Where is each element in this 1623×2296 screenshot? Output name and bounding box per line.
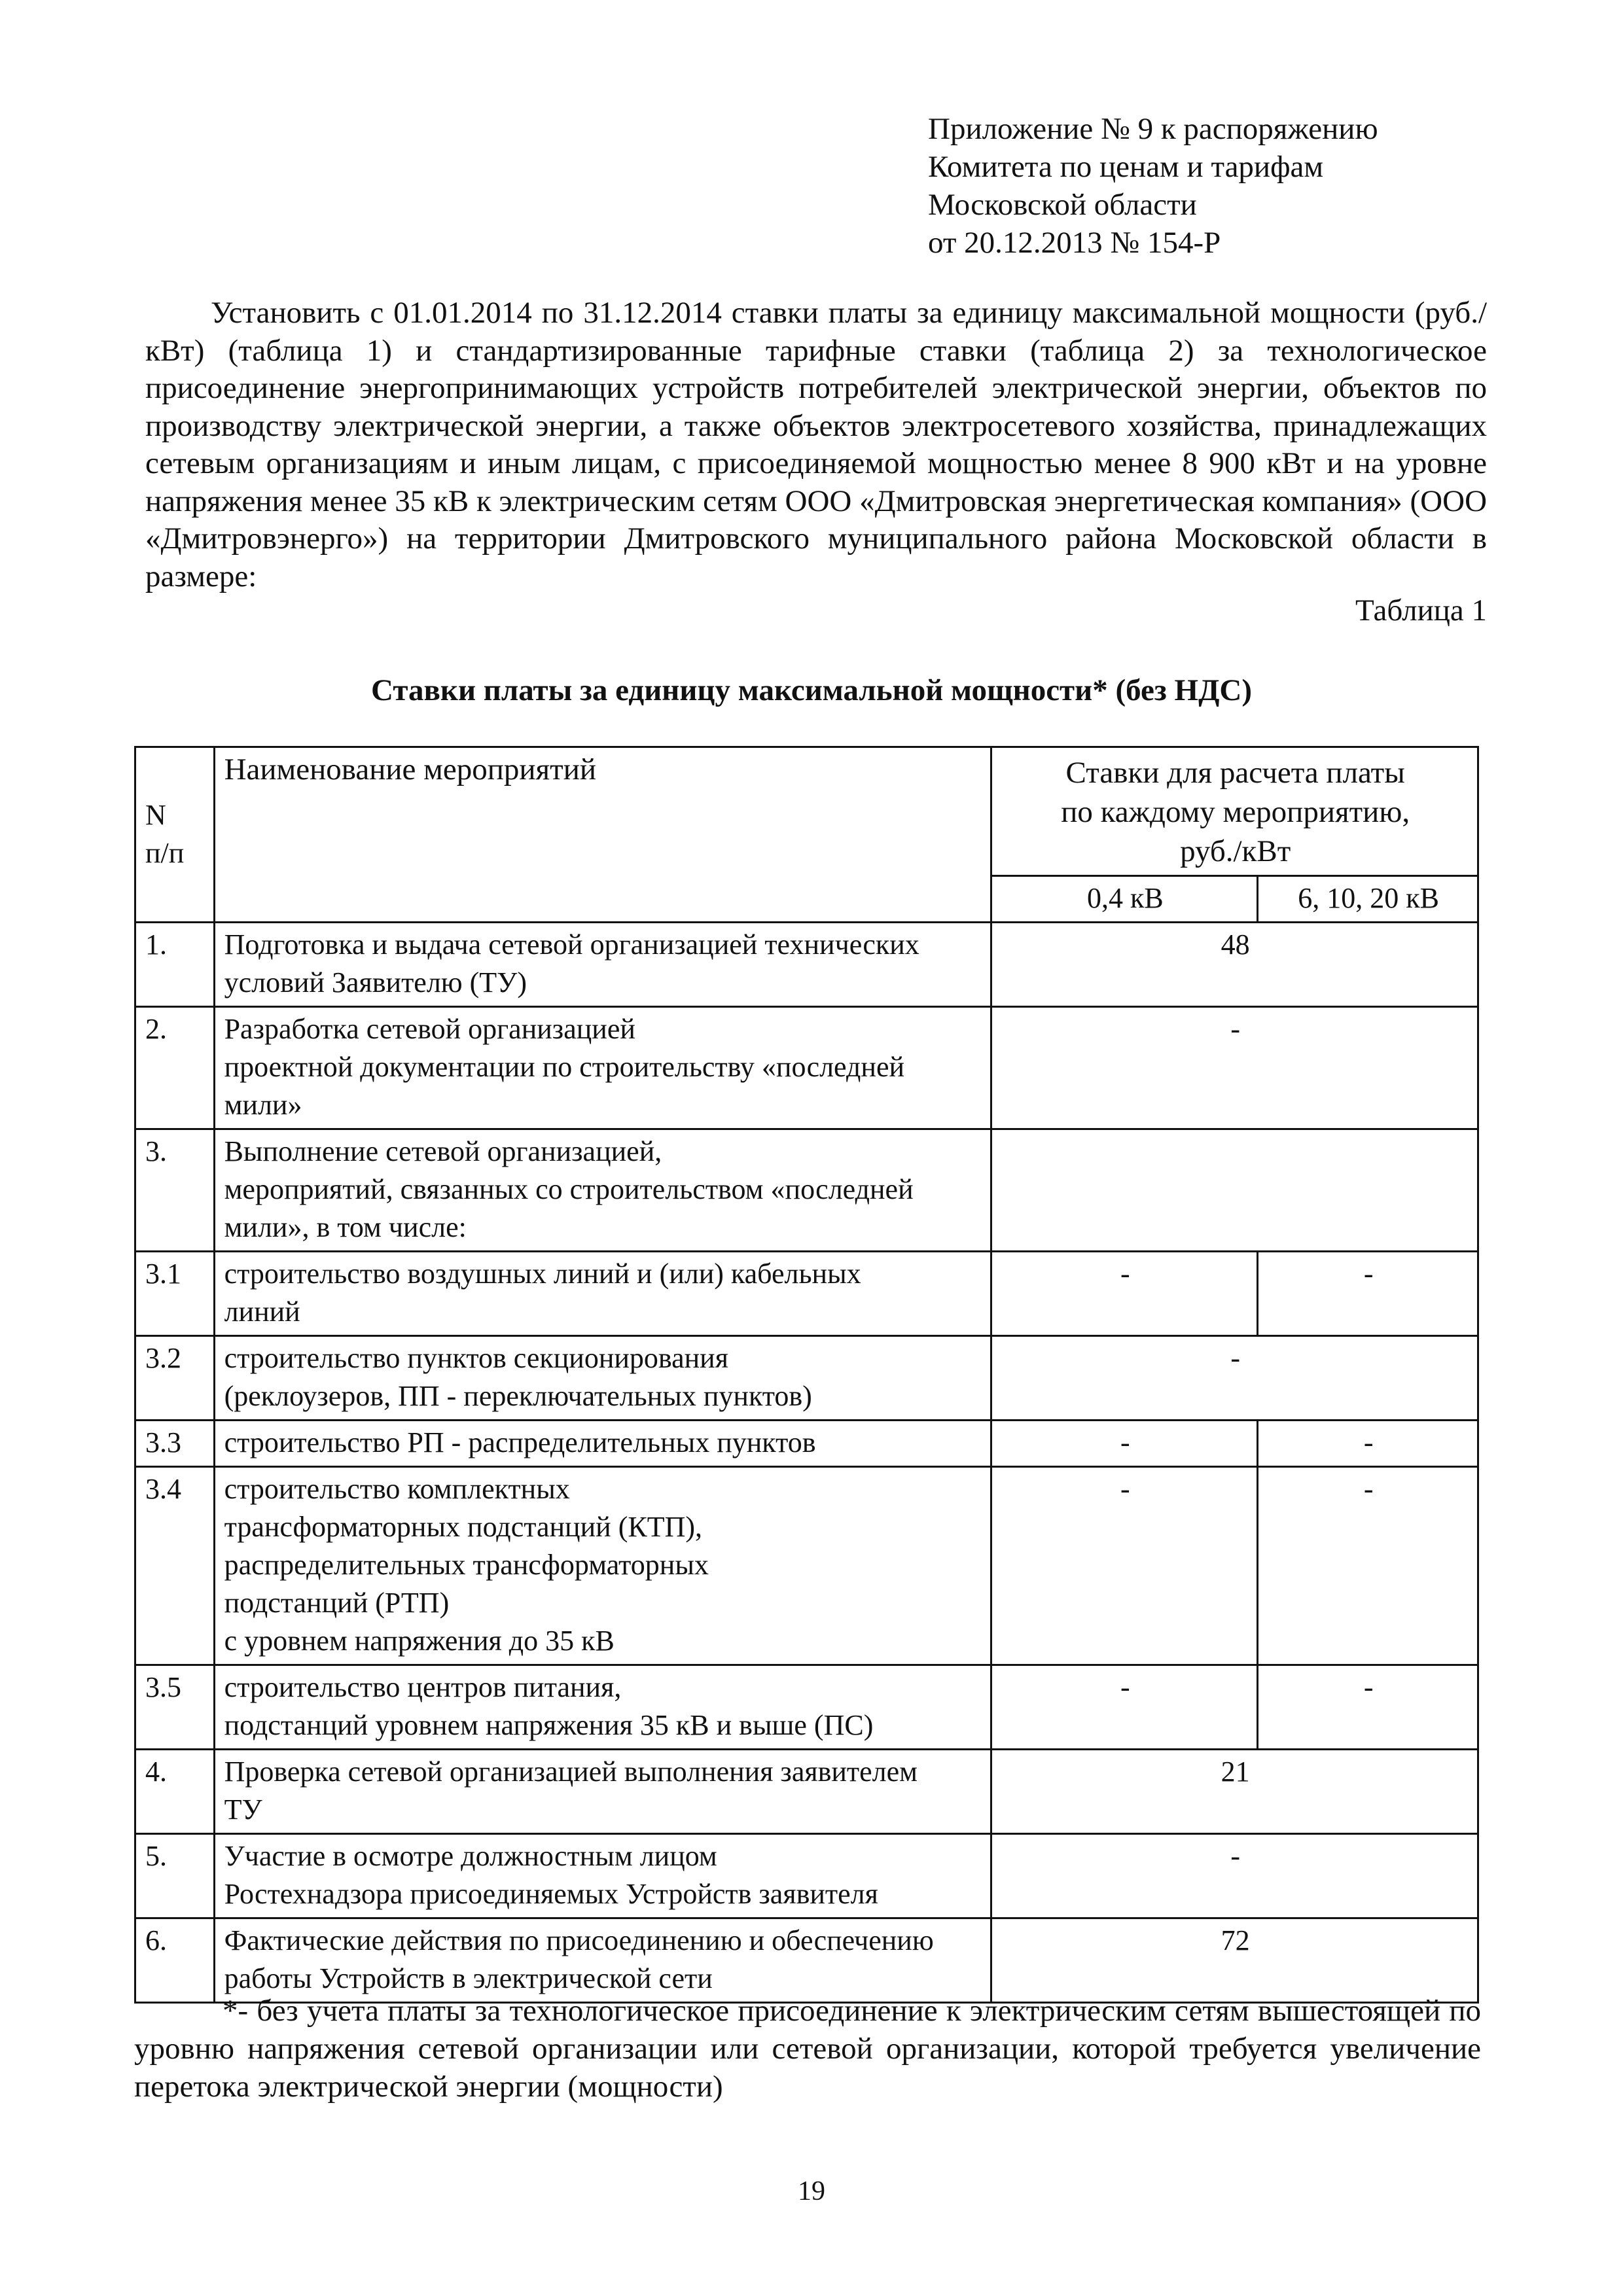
row-number-cell: 1. xyxy=(135,923,215,1007)
row-number-cell: 3.1 xyxy=(135,1252,215,1336)
row-name-line: трансформаторных подстанций (КТП), xyxy=(224,1511,703,1543)
row-name-line: подстанций (РТП) xyxy=(224,1587,450,1619)
header-col-04kv: 0,4 кВ xyxy=(991,876,1258,923)
row-name-line: Подготовка и выдача сетевой организацией технических xyxy=(224,928,919,961)
row-name-line: распределительных трансформаторных xyxy=(224,1549,709,1581)
row-name-line: Выполнение сетевой организацией, xyxy=(224,1135,662,1167)
row-name-line: проектной документации по строительству «последней xyxy=(224,1051,905,1083)
table-row xyxy=(135,1918,1478,2003)
table-row xyxy=(135,923,1478,1007)
table-row xyxy=(135,1007,1478,1129)
row-name-line: Ростехнадзора присоединяемых Устройств заявителя xyxy=(224,1878,878,1910)
row-name-line: мероприятий, связанных со строительством «последней xyxy=(224,1173,914,1205)
header-rates-line2: по каждому мероприятию, xyxy=(1061,795,1410,829)
row-number-cell: 2. xyxy=(135,1007,215,1129)
intro-paragraph: Установить с 01.01.2014 по 31.12.2014 ставки платы за единицу максимальной мощности (руб./кВт) (таблица 1) и стандартизированные тарифные ставки (таблица 2) за технологическое присоединение энергопринимающих устройств потребителей электрической энергии, объектов по производству электрической энергии, а также объектов электросетевого хозяйства, принадлежащих сетевым организациям и иным лицам, с присоединяемой мощностью менее 8 900 кВт и на уровне напряжения менее 35 кВ к электрическим сетям ООО «Дмитровская энергетическая компания» (ООО «Дмитровэнерго») на территории Дмитровского муниципального района Московской области в размере: xyxy=(145,296,1488,593)
row-rate-6-20kv-cell: - xyxy=(1258,1421,1478,1467)
row-rate-04kv-cell: - xyxy=(991,1252,1258,1336)
row-number-cell: 3.3 xyxy=(135,1421,215,1467)
row-rate-6-20kv-cell: - xyxy=(1258,1665,1478,1750)
row-name-cell xyxy=(214,1336,991,1421)
row-name-cell xyxy=(214,1918,991,2003)
row-number-cell: 5. xyxy=(135,1834,215,1918)
row-name-cell xyxy=(214,1129,991,1252)
row-rate-merged-cell xyxy=(991,1129,1478,1252)
row-name-line: Фактические действия по присоединению и обеспечению xyxy=(224,1924,934,1956)
row-name-cell xyxy=(214,1421,991,1467)
row-name-line: строительство пунктов секционирования xyxy=(224,1342,728,1374)
header-name-cell: Наименование мероприятий xyxy=(214,747,991,923)
row-number-cell: 4. xyxy=(135,1750,215,1834)
row-name-line: Разработка сетевой организацией xyxy=(224,1013,635,1045)
row-name-line: условий Заявителю (ТУ) xyxy=(224,966,527,998)
row-name-line: подстанций уровнем напряжения 35 кВ и выше (ПС) xyxy=(224,1709,874,1741)
row-name-line: Участие в осмотре должностным лицом xyxy=(224,1840,717,1872)
row-name-line: Проверка сетевой организацией выполнения заявителем xyxy=(224,1756,918,1788)
row-name-line: работы Устройств в электрической сети xyxy=(224,1962,713,1994)
row-rate-04kv-cell: - xyxy=(991,1467,1258,1665)
page-number: 19 xyxy=(798,2176,825,2206)
row-rate-04kv-cell: - xyxy=(991,1665,1258,1750)
row-name-line: линий xyxy=(224,1296,300,1328)
row-name-cell xyxy=(214,1834,991,1918)
header-num-line1: N xyxy=(145,798,166,831)
row-name-line: строительство центров питания, xyxy=(224,1671,622,1703)
row-name-line: строительство РП - распределительных пунктов xyxy=(224,1426,816,1458)
appendix-line-4: от 20.12.2013 № 154-Р xyxy=(928,226,1221,260)
appendix-line-3: Московской области xyxy=(928,188,1197,222)
appendix-line-2: Комитета по ценам и тарифам xyxy=(928,150,1324,184)
table-row xyxy=(135,1421,1478,1467)
header-rates-line3: руб./кВт xyxy=(1180,834,1291,868)
row-name-cell xyxy=(214,923,991,1007)
row-rate-merged-cell: - xyxy=(991,1834,1478,1918)
table-row xyxy=(135,1252,1478,1336)
table-header-row xyxy=(135,747,1478,876)
row-name-cell xyxy=(214,1750,991,1834)
table-row xyxy=(135,1665,1478,1750)
row-number-cell: 3.2 xyxy=(135,1336,215,1421)
row-name-cell xyxy=(214,1007,991,1129)
appendix-line-1: Приложение № 9 к распоряжению xyxy=(928,112,1378,146)
row-name-line: мили» xyxy=(224,1089,302,1121)
table-label: Таблица 1 xyxy=(1355,593,1487,627)
table-row xyxy=(135,1336,1478,1421)
row-rate-merged-cell: 21 xyxy=(991,1750,1478,1834)
row-number-cell: 3.4 xyxy=(135,1467,215,1665)
table-row xyxy=(135,1834,1478,1918)
rates-table xyxy=(134,746,1479,2004)
row-number-cell: 3. xyxy=(135,1129,215,1252)
row-name-cell xyxy=(214,1467,991,1665)
row-name-cell xyxy=(214,1252,991,1336)
row-name-cell xyxy=(214,1665,991,1750)
table-title: Ставки платы за единицу максимальной мощности* (без НДС) xyxy=(371,673,1252,707)
header-num-cell xyxy=(135,747,215,923)
table-row xyxy=(135,1129,1478,1252)
row-name-line: ТУ xyxy=(224,1793,262,1826)
table-row xyxy=(135,1750,1478,1834)
header-rates-cell xyxy=(991,747,1478,876)
row-number-cell: 3.5 xyxy=(135,1665,215,1750)
row-name-line: строительство воздушных линий и (или) кабельных xyxy=(224,1258,861,1290)
row-rate-merged-cell: - xyxy=(991,1007,1478,1129)
table-row xyxy=(135,1467,1478,1665)
row-number-cell: 6. xyxy=(135,1918,215,2003)
row-rate-merged-cell: 48 xyxy=(991,923,1478,1007)
row-rate-merged-cell: 72 xyxy=(991,1918,1478,2003)
row-rate-04kv-cell: - xyxy=(991,1421,1258,1467)
row-name-line: с уровнем напряжения до 35 кВ xyxy=(224,1625,615,1657)
row-rate-6-20kv-cell: - xyxy=(1258,1252,1478,1336)
row-name-line: строительство комплектных xyxy=(224,1473,570,1505)
header-rates-line1: Ставки для расчета платы xyxy=(1065,756,1405,790)
footnote: *- без учета платы за технологическое присоединение к электрическим сетям вышестоящей по уровню напряжения сетевой организации или сетевой организации, которой требуется увеличение перетока электрической энергии (мощности) xyxy=(134,1994,1481,2104)
row-name-line: мили», в том числе: xyxy=(224,1211,467,1243)
header-col-6-20kv: 6, 10, 20 кВ xyxy=(1258,876,1478,923)
row-name-line: (реклоузеров, ПП - переключательных пунктов) xyxy=(224,1380,812,1412)
row-rate-6-20kv-cell: - xyxy=(1258,1467,1478,1665)
appendix-header xyxy=(928,110,1378,262)
header-num-line2: п/п xyxy=(145,836,185,869)
row-rate-merged-cell: - xyxy=(991,1336,1478,1421)
